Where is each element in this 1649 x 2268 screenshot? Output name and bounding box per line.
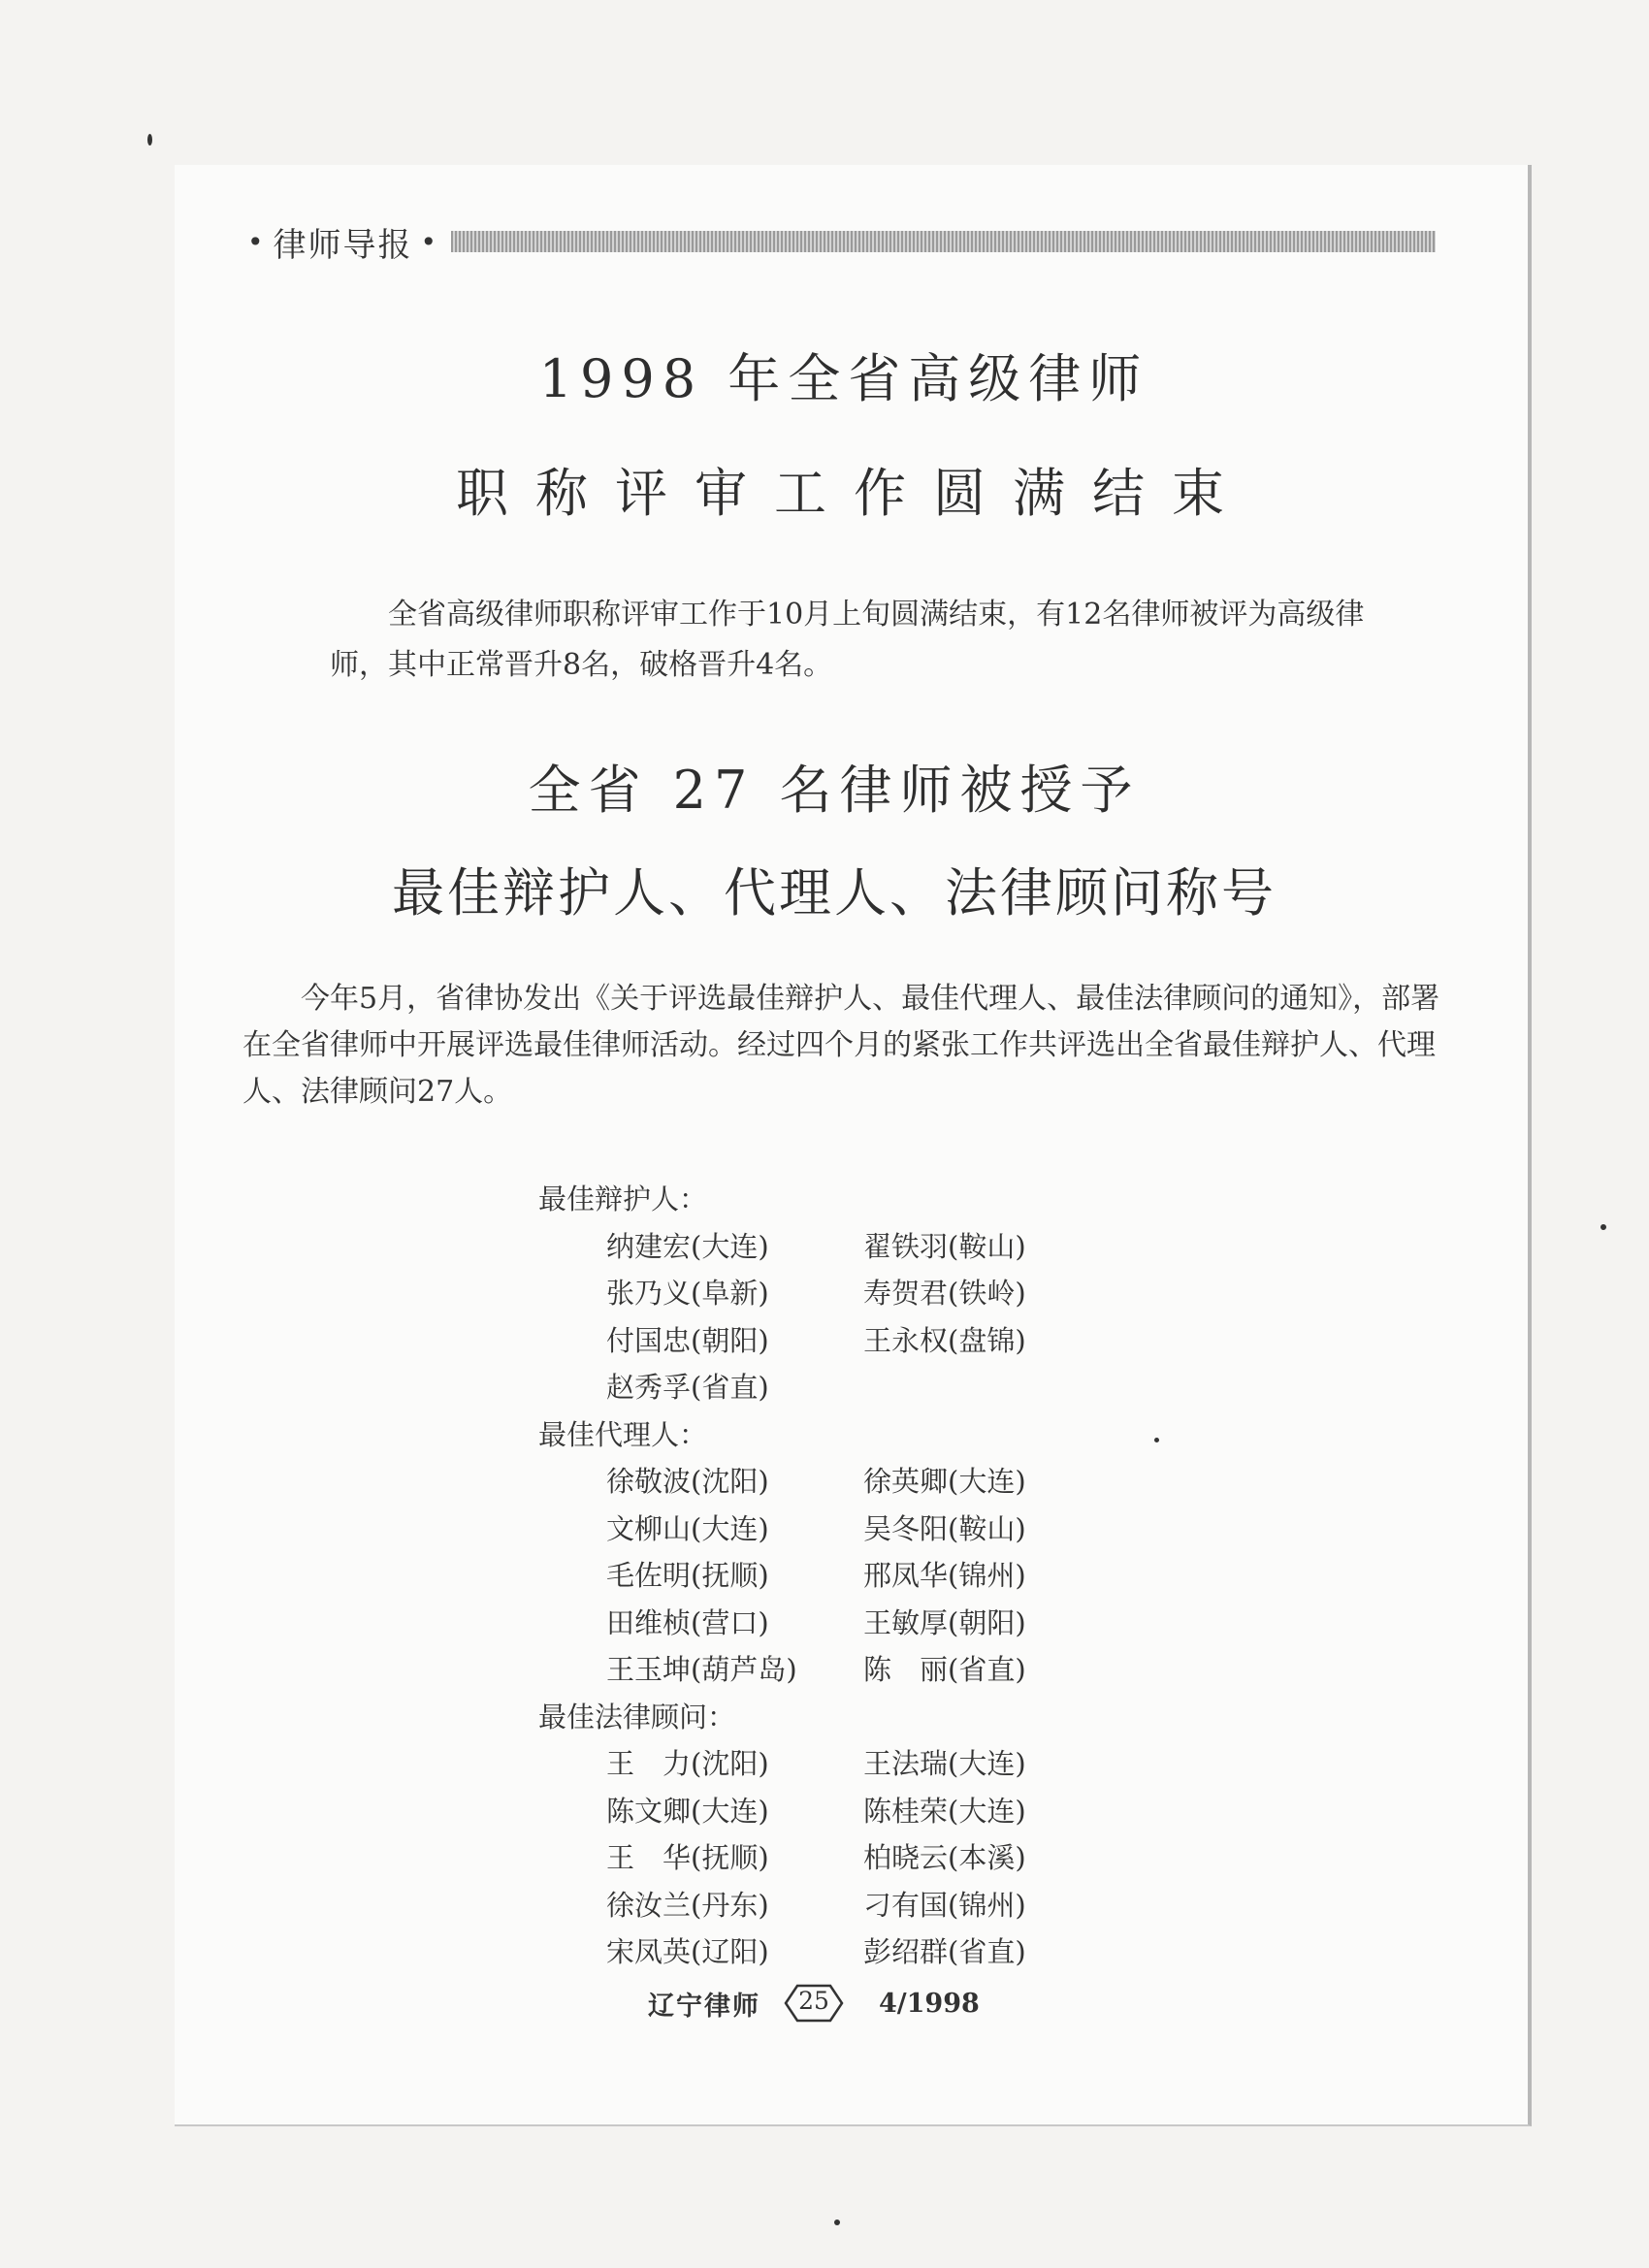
section-title: 律师导报 — [273, 225, 413, 265]
list-row — [538, 1552, 1120, 1600]
award-name: 王 力(沈阳) — [606, 1747, 769, 1780]
category-label: 最佳辩护人： — [538, 1183, 708, 1215]
award-name: 彭绍群(省直) — [863, 1935, 1026, 1968]
list-row — [538, 1270, 1120, 1317]
award-name: 陈桂荣(大连) — [863, 1794, 1026, 1828]
award-name: 柏晓云(本溪) — [863, 1841, 1026, 1874]
award-name: 王敏厚(朝阳) — [863, 1605, 1026, 1639]
list-row — [538, 1223, 1120, 1271]
scan-speck — [147, 134, 152, 146]
award-name: 吴冬阳(鞍山) — [863, 1511, 1026, 1545]
header-rule — [451, 231, 1436, 252]
award-name: 刁有国(锦州) — [863, 1888, 1026, 1922]
list-row — [538, 1600, 1120, 1647]
scan-speck — [1154, 1438, 1159, 1442]
category-label: 最佳代理人： — [538, 1417, 708, 1451]
list-row — [538, 1317, 1120, 1365]
issue-number: 4/1998 — [879, 1988, 980, 2019]
award-name: 王玉坤(葫芦岛) — [606, 1653, 797, 1686]
article2-title-line2: 最佳辩护人、代理人、法律顾问称号 — [392, 862, 1277, 923]
award-name: 田维桢(营口) — [606, 1605, 769, 1639]
list-row — [538, 1646, 1120, 1694]
award-name: 徐英卿(大连) — [863, 1465, 1026, 1498]
award-name — [863, 1364, 1120, 1411]
list-row — [538, 1740, 1120, 1788]
award-name: 付国忠(朝阳) — [606, 1323, 769, 1357]
award-name: 王 华(抚顺) — [606, 1841, 769, 1874]
list-row — [538, 1928, 1120, 1976]
list-row — [538, 1506, 1120, 1553]
page-number-badge — [784, 1984, 844, 2023]
scan-speck — [834, 2219, 840, 2225]
list-row — [538, 1364, 1120, 1411]
list-row — [538, 1788, 1120, 1835]
section-header — [247, 219, 446, 264]
award-name: 赵秀孚(省直) — [606, 1371, 769, 1404]
list-row — [538, 1458, 1120, 1506]
award-name: 陈 丽(省直) — [863, 1653, 1026, 1686]
award-name: 王法瑞(大连) — [863, 1747, 1026, 1780]
header-bullet-left: • — [247, 225, 264, 258]
article2-body: 今年5月，省律协发出《关于评选最佳辩护人、最佳代理人、最佳法律顾问的通知》，部署在全省律师中开展评选最佳律师活动。经过四个月的紧张工作共评选出全省最佳辩护人、代理人、法律顾问27人。 — [242, 982, 1440, 1109]
award-name: 文柳山(大连) — [606, 1511, 769, 1545]
article1-title-line2: 职称评审工作圆满结束 — [456, 463, 1251, 524]
header-bullet-right: • — [420, 225, 437, 258]
list-row — [538, 1834, 1120, 1882]
award-name: 寿贺君(铁岭) — [863, 1277, 1026, 1310]
award-name: 徐敬波(沈阳) — [606, 1465, 769, 1498]
page-number: 25 — [798, 1987, 829, 2015]
article1-title-line1: 1998 年全省高级律师 — [538, 348, 1149, 409]
page-footer — [648, 1984, 980, 2023]
award-name: 纳建宏(大连) — [606, 1229, 769, 1263]
category-label: 最佳法律顾问： — [538, 1700, 736, 1733]
award-name: 毛佐明(抚顺) — [606, 1559, 769, 1592]
award-name: 宋凤英(辽阳) — [606, 1935, 769, 1968]
award-name: 邢凤华(锦州) — [863, 1559, 1026, 1592]
awards-list — [538, 1176, 1120, 1976]
journal-name: 辽宁律师 — [648, 1991, 760, 2022]
article2-title-line1: 全省 27 名律师被授予 — [528, 760, 1141, 821]
award-name: 徐汝兰(丹东) — [606, 1888, 769, 1922]
list-row — [538, 1882, 1120, 1929]
award-name: 王永权(盘锦) — [863, 1323, 1026, 1357]
award-name: 张乃义(阜新) — [606, 1277, 769, 1310]
article1-body: 全省高级律师职称评审工作于10月上旬圆满结束，有12名律师被评为高级律师，其中正常晋升8名，破格晋升4名。 — [330, 598, 1365, 682]
award-name: 陈文卿(大连) — [606, 1794, 769, 1828]
award-name: 翟铁羽(鞍山) — [863, 1229, 1026, 1263]
scan-speck — [1600, 1224, 1606, 1230]
